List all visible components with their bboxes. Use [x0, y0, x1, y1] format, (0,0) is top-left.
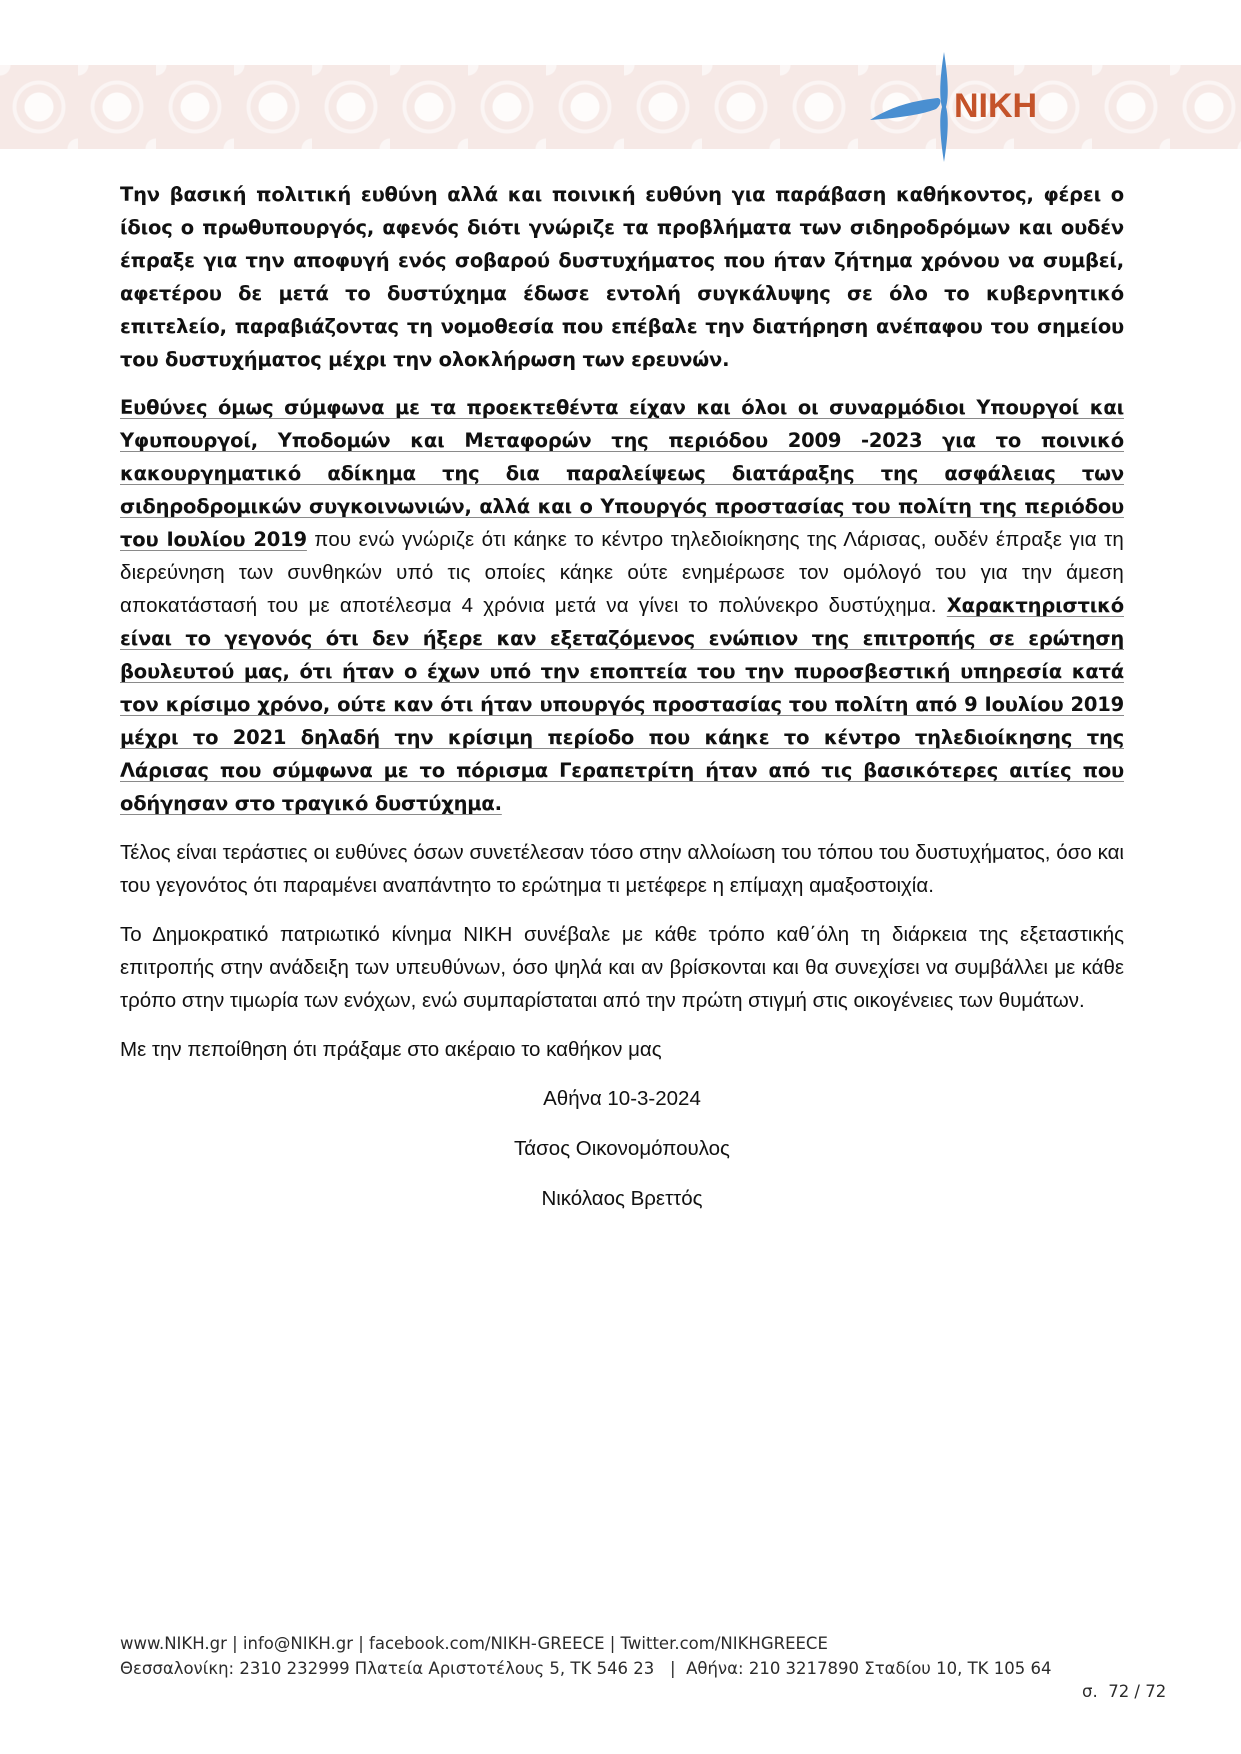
footer-addresses: Θεσσαλονίκη: 2310 232999 Πλατεία Αριστοτέλους 5, ΤΚ 546 23 | Αθήνα: 210 3217890 Σταδίου 10, ΤΚ 105 64 — [120, 1659, 1052, 1678]
paragraph-site-alteration: Τέλος είναι τεράστιες οι ευθύνες όσων συνετέλεσαν τόσο στην αλλοίωση του τόπου του δυστυχήματος, όσο και του γεγονότος ότι παραμένει αναπάντητο το ερώτημα τι μετέφερε η επίμαχη αμαξοστοιχία. — [120, 841, 1124, 897]
nikh-logo-mark-icon — [850, 52, 1090, 162]
paragraph-nikh-contribution: Το Δημοκρατικό πατριωτικό κίνημα ΝΙΚΗ συνέβαλε με κάθε τρόπο καθ΄όλη τη διάρκεια της εξεταστικής επιτροπής στην ανάδειξη των υπευθύνων, όσο ψηλά και αν βρίσκονται και θα συνεχίσει να συμβάλλει με κάθε τρόπο στην τιμωρία των ενόχων, ενώ συμπαρίσταται από την πρώτη στιγμή στις οικογένειες των θυμάτων. — [120, 923, 1124, 1012]
page-number: σ. 72 / 72 — [1082, 1682, 1167, 1701]
footer-contact — [120, 1631, 1051, 1681]
paragraph-closing: Με την πεποίθηση ότι πράξαμε στο ακέραιο το καθήκον μας — [120, 1038, 662, 1061]
document-body — [120, 178, 1124, 1214]
emphasis-text: Ευθύνες όμως σύμφωνα με τα προεκτεθέντα είχαν και όλοι οι συναρμόδιοι Υπουργοί και Υφυπουργοί, Υποδομών και Μεταφορών της περιόδου 2009 -2023 για το ποινικό κακουργηματικό αδίκημα της δια παραλείψεως διατάραξης της ασφάλειας των σιδηροδρομικών συγκοινωνιών, αλλά και ο Υπουργός προστασίας του πολίτη της περιόδου του Ιουλίου 2019 — [120, 396, 1124, 551]
signatory-2: Νικόλαος Βρεττός — [541, 1187, 703, 1210]
body-text: που ενώ γνώριζε ότι κάηκε το κέντρο τηλεδιοίκησης της Λάρισας, ουδέν έπραξε για τη διερεύνηση των συνθηκών υπό τις οποίες κάηκε ούτε ενημέρωσε τον ομόλογό του για την άμεση αποκατάστασή του με αποτέλεσμα 4 χρόνια μετά να γίνει το πολύνεκρο δυστύχημα. — [120, 528, 1125, 617]
footer-links: www.NIKH.gr | info@NIKH.gr | facebook.com/NIKH-GREECE | Twitter.com/NIKHGREECE — [120, 1634, 828, 1653]
paragraph-ministers-responsibility — [120, 391, 1124, 820]
svg-text:NIKH: NIKH — [954, 87, 1038, 125]
paragraph-pm-responsibility: Την βασική πολιτική ευθύνη αλλά και ποινική ευθύνη για παράβαση καθήκοντος, φέρει ο ίδιος ο πρωθυπουργός, αφενός διότι γνώριζε τα προβλήματα των σιδηροδρόμων και ουδέν έπραξε για την αποφυγή ενός σοβαρού δυστυχήματος που ήταν ζήτημα χρόνου να συμβεί, αφετέρου δε μετά το δυστύχημα έδωσε εντολή συγκάλυψης σε όλο το κυβερνητικό επιτελείο, παραβιάζοντας τη νομοθεσία που επέβαλε την διατήρηση ανέπαφου του σημείου του δυστυχήματος μέχρι την ολοκλήρωση των ερευνών. — [120, 183, 1124, 371]
nikh-logo — [850, 52, 1090, 162]
signatory-1: Τάσος Οικονομόπουλος — [514, 1137, 730, 1160]
signature-place-date: Αθήνα 10-3-2024 — [543, 1087, 701, 1110]
emphasis-text: Χαρακτηριστικό είναι το γεγονός ότι δεν ήξερε καν εξεταζόμενος ενώπιον της επιτροπής σε ερώτηση βουλευτού μας, ότι ήταν ο έχων υπό την εποπτεία του την πυροσβεστική υπηρεσία κατά τον κρίσιμο χρόνο, ούτε καν ότι ήταν υπουργός προστασίας του πολίτη από 9 Ιουλίου 2019 μέχρι το 2021 δηλαδή την κρίσιμη περίοδο που κάηκε το κέντρο τηλεδιοίκησης της Λάρισας που σύμφωνα με το πόρισμα Γεραπετρίτη ήταν από τις βασικότερες αιτίες που οδήγησαν στο τραγικό δυστύχημα. — [120, 594, 1124, 815]
